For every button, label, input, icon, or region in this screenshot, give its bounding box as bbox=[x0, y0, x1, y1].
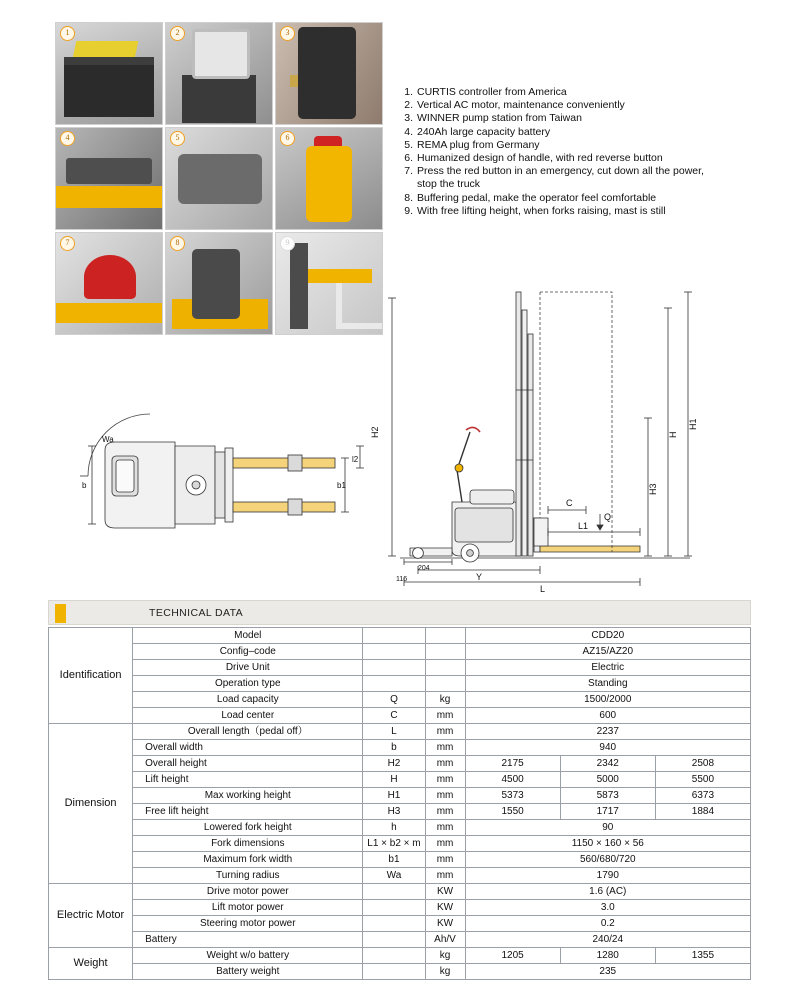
row-value: CDD20 bbox=[465, 628, 750, 644]
row-value: 5373 bbox=[465, 788, 560, 804]
row-value: 1550 bbox=[465, 804, 560, 820]
feature-number: 2. bbox=[404, 99, 413, 112]
row-value: 1280 bbox=[560, 948, 655, 964]
feature-number: 9. bbox=[404, 204, 413, 217]
table-row bbox=[49, 948, 751, 964]
row-symbol: b bbox=[363, 740, 425, 756]
row-value: 5500 bbox=[655, 772, 750, 788]
feature-number: 5. bbox=[404, 138, 413, 151]
row-symbol: h bbox=[363, 820, 425, 836]
table-row bbox=[49, 964, 751, 980]
feature-item bbox=[398, 139, 778, 152]
row-symbol: H bbox=[363, 772, 425, 788]
row-value: 1205 bbox=[465, 948, 560, 964]
feature-text: Buffering pedal, make the operator feel comfortable bbox=[417, 191, 657, 204]
feature-item bbox=[398, 205, 778, 218]
label-h: H bbox=[668, 431, 678, 438]
feature-item bbox=[398, 152, 778, 165]
feature-number: 6. bbox=[404, 152, 413, 165]
label-b1: b1 bbox=[337, 481, 346, 490]
row-label: Overall width bbox=[133, 740, 363, 756]
table-row bbox=[49, 740, 751, 756]
row-unit: KW bbox=[425, 900, 465, 916]
table-row bbox=[49, 676, 751, 692]
pump-station-photo bbox=[275, 22, 383, 125]
feature-number: 3. bbox=[404, 112, 413, 125]
row-label: Load center bbox=[133, 708, 363, 724]
row-label: Max working height bbox=[133, 788, 363, 804]
label-wa: Wa bbox=[102, 435, 114, 444]
row-symbol bbox=[363, 932, 425, 948]
row-unit: kg bbox=[425, 964, 465, 980]
row-unit: mm bbox=[425, 772, 465, 788]
rema-plug-photo bbox=[165, 127, 273, 230]
row-label: Drive motor power bbox=[133, 884, 363, 900]
technical-data-table bbox=[48, 627, 751, 980]
table-row bbox=[49, 692, 751, 708]
feature-item bbox=[398, 126, 778, 139]
top-view-drawing bbox=[80, 414, 364, 528]
feature-number: 4. bbox=[404, 125, 413, 138]
row-label: Lift height bbox=[133, 772, 363, 788]
table-row bbox=[49, 724, 751, 740]
photo-badge: 4 bbox=[60, 131, 75, 146]
row-symbol bbox=[363, 884, 425, 900]
row-unit: mm bbox=[425, 708, 465, 724]
row-value: 1500/2000 bbox=[465, 692, 750, 708]
feature-number: 8. bbox=[404, 191, 413, 204]
feature-text: 240Ah large capacity battery bbox=[417, 125, 551, 138]
row-value: 235 bbox=[465, 964, 750, 980]
group-label-weight: Weight bbox=[49, 948, 133, 980]
battery-cells-photo bbox=[55, 127, 163, 230]
row-symbol bbox=[363, 916, 425, 932]
row-symbol bbox=[363, 964, 425, 980]
row-value: 2175 bbox=[465, 756, 560, 772]
label-c: C bbox=[566, 498, 573, 508]
row-label: Operation type bbox=[133, 676, 363, 692]
row-value: AZ15/AZ20 bbox=[465, 644, 750, 660]
label-h1: H1 bbox=[688, 418, 698, 430]
row-value: 1355 bbox=[655, 948, 750, 964]
feature-item bbox=[398, 112, 778, 125]
row-unit bbox=[425, 676, 465, 692]
label-q: Q bbox=[604, 512, 612, 522]
feature-list bbox=[398, 86, 778, 218]
photo-badge: 1 bbox=[60, 26, 75, 41]
row-label: Lowered fork height bbox=[133, 820, 363, 836]
row-value: 600 bbox=[465, 708, 750, 724]
row-label: Steering motor power bbox=[133, 916, 363, 932]
feature-number: 1. bbox=[404, 86, 413, 98]
row-value: 1790 bbox=[465, 868, 750, 884]
row-unit: mm bbox=[425, 836, 465, 852]
feature-item bbox=[398, 99, 778, 112]
row-value: 5000 bbox=[560, 772, 655, 788]
label-l: L bbox=[540, 584, 546, 594]
handle-photo bbox=[275, 127, 383, 230]
table-row bbox=[49, 708, 751, 724]
feature-text: WINNER pump station from Taiwan bbox=[417, 112, 582, 125]
row-value: 560/680/720 bbox=[465, 852, 750, 868]
row-value: 1150 × 160 × 56 bbox=[465, 836, 750, 852]
photo-badge: 5 bbox=[170, 131, 185, 146]
row-label: Battery bbox=[133, 932, 363, 948]
row-unit: Ah/V bbox=[425, 932, 465, 948]
feature-text: With free lifting height, when forks raising, mast is still bbox=[417, 204, 666, 217]
feature-text: Vertical AC motor, maintenance conveniently bbox=[417, 99, 625, 112]
row-symbol: H1 bbox=[363, 788, 425, 804]
table-row bbox=[49, 788, 751, 804]
row-symbol: Wa bbox=[363, 868, 425, 884]
row-label: Config–code bbox=[133, 644, 363, 660]
label-y: Y bbox=[476, 572, 483, 582]
row-value: Standing bbox=[465, 676, 750, 692]
row-value: 0.2 bbox=[465, 916, 750, 932]
table-row bbox=[49, 884, 751, 900]
row-unit: mm bbox=[425, 804, 465, 820]
row-symbol: C bbox=[363, 708, 425, 724]
table-row bbox=[49, 772, 751, 788]
row-unit: kg bbox=[425, 948, 465, 964]
label-l2: l2 bbox=[352, 455, 359, 464]
row-unit: mm bbox=[425, 852, 465, 868]
label-h2: H2 bbox=[370, 426, 380, 438]
group-label-electric-motor: Electric Motor bbox=[49, 884, 133, 948]
row-label: Lift motor power bbox=[133, 900, 363, 916]
row-value: 1884 bbox=[655, 804, 750, 820]
photo-badge: 8 bbox=[170, 236, 185, 251]
feature-text: CURTIS controller from America bbox=[417, 86, 567, 98]
row-label: Fork dimensions bbox=[133, 836, 363, 852]
row-value: 1.6 (AC) bbox=[465, 884, 750, 900]
row-value: 2237 bbox=[465, 724, 750, 740]
photo-row bbox=[55, 127, 385, 232]
technical-data-header bbox=[48, 600, 751, 625]
battery-photo bbox=[55, 22, 163, 125]
row-value: 3.0 bbox=[465, 900, 750, 916]
row-symbol: H3 bbox=[363, 804, 425, 820]
row-value: 2508 bbox=[655, 756, 750, 772]
accent-bar bbox=[55, 604, 66, 623]
row-unit: mm bbox=[425, 740, 465, 756]
technical-drawings bbox=[0, 270, 800, 600]
row-label: Overall height bbox=[133, 756, 363, 772]
table-row bbox=[49, 868, 751, 884]
table-row bbox=[49, 852, 751, 868]
feature-text: REMA plug from Germany bbox=[417, 138, 540, 151]
row-value: 240/24 bbox=[465, 932, 750, 948]
feature-number: 7. bbox=[404, 165, 413, 178]
row-symbol bbox=[363, 628, 425, 644]
row-unit: KW bbox=[425, 916, 465, 932]
row-value: 4500 bbox=[465, 772, 560, 788]
row-symbol bbox=[363, 644, 425, 660]
row-label: Model bbox=[133, 628, 363, 644]
row-unit bbox=[425, 660, 465, 676]
photo-badge: 9 bbox=[280, 236, 295, 251]
row-unit: mm bbox=[425, 788, 465, 804]
row-symbol bbox=[363, 948, 425, 964]
feature-item bbox=[398, 86, 778, 99]
row-value: 90 bbox=[465, 820, 750, 836]
group-label-identification: Identification bbox=[49, 628, 133, 724]
photo-row bbox=[55, 22, 385, 127]
row-label: Drive Unit bbox=[133, 660, 363, 676]
photo-badge: 2 bbox=[170, 26, 185, 41]
row-value: 1717 bbox=[560, 804, 655, 820]
feature-text: Press the red button in an emergency, cut down all the power, bbox=[417, 165, 704, 178]
table-row bbox=[49, 820, 751, 836]
table-row bbox=[49, 628, 751, 644]
row-symbol bbox=[363, 900, 425, 916]
row-unit: mm bbox=[425, 868, 465, 884]
table-row bbox=[49, 932, 751, 948]
table-row bbox=[49, 804, 751, 820]
feature-text: Humanized design of handle, with red reverse button bbox=[417, 152, 663, 165]
technical-data-title: TECHNICAL DATA bbox=[149, 607, 244, 619]
row-label: Battery weight bbox=[133, 964, 363, 980]
feature-item bbox=[398, 165, 778, 191]
row-value: 940 bbox=[465, 740, 750, 756]
row-symbol: Q bbox=[363, 692, 425, 708]
row-symbol: L1 × b2 × m bbox=[363, 836, 425, 852]
photo-badge: 6 bbox=[280, 131, 295, 146]
table-row bbox=[49, 836, 751, 852]
row-symbol: H2 bbox=[363, 756, 425, 772]
side-view-drawing bbox=[388, 292, 692, 586]
row-value: 2342 bbox=[560, 756, 655, 772]
row-value: Electric bbox=[465, 660, 750, 676]
row-unit: mm bbox=[425, 756, 465, 772]
motor-photo bbox=[165, 22, 273, 125]
row-label: Free lift height bbox=[133, 804, 363, 820]
row-unit bbox=[425, 628, 465, 644]
table-row bbox=[49, 916, 751, 932]
label-204: 204 bbox=[418, 565, 430, 572]
row-unit: kg bbox=[425, 692, 465, 708]
row-label: Turning radius bbox=[133, 868, 363, 884]
table-row bbox=[49, 644, 751, 660]
photo-badge: 3 bbox=[280, 26, 295, 41]
row-label: Weight w/o battery bbox=[133, 948, 363, 964]
row-unit: mm bbox=[425, 724, 465, 740]
row-unit bbox=[425, 644, 465, 660]
label-l1: L1 bbox=[578, 521, 589, 531]
feature-item bbox=[398, 192, 778, 205]
row-label: Overall length（pedal off） bbox=[133, 724, 363, 740]
row-label: Maximum fork width bbox=[133, 852, 363, 868]
photo-badge: 7 bbox=[60, 236, 75, 251]
row-value: 5873 bbox=[560, 788, 655, 804]
row-label: Load capacity bbox=[133, 692, 363, 708]
label-h3: H3 bbox=[648, 483, 658, 495]
label-b: b bbox=[82, 481, 87, 490]
row-symbol bbox=[363, 676, 425, 692]
table-row bbox=[49, 660, 751, 676]
row-symbol bbox=[363, 660, 425, 676]
row-unit: KW bbox=[425, 884, 465, 900]
feature-text-continued: stop the truck bbox=[417, 178, 481, 191]
table-row bbox=[49, 900, 751, 916]
group-label-dimension: Dimension bbox=[49, 724, 133, 884]
label-116: 116 bbox=[396, 576, 408, 583]
row-unit: mm bbox=[425, 820, 465, 836]
table-row bbox=[49, 756, 751, 772]
row-value: 6373 bbox=[655, 788, 750, 804]
row-symbol: b1 bbox=[363, 852, 425, 868]
row-symbol: L bbox=[363, 724, 425, 740]
